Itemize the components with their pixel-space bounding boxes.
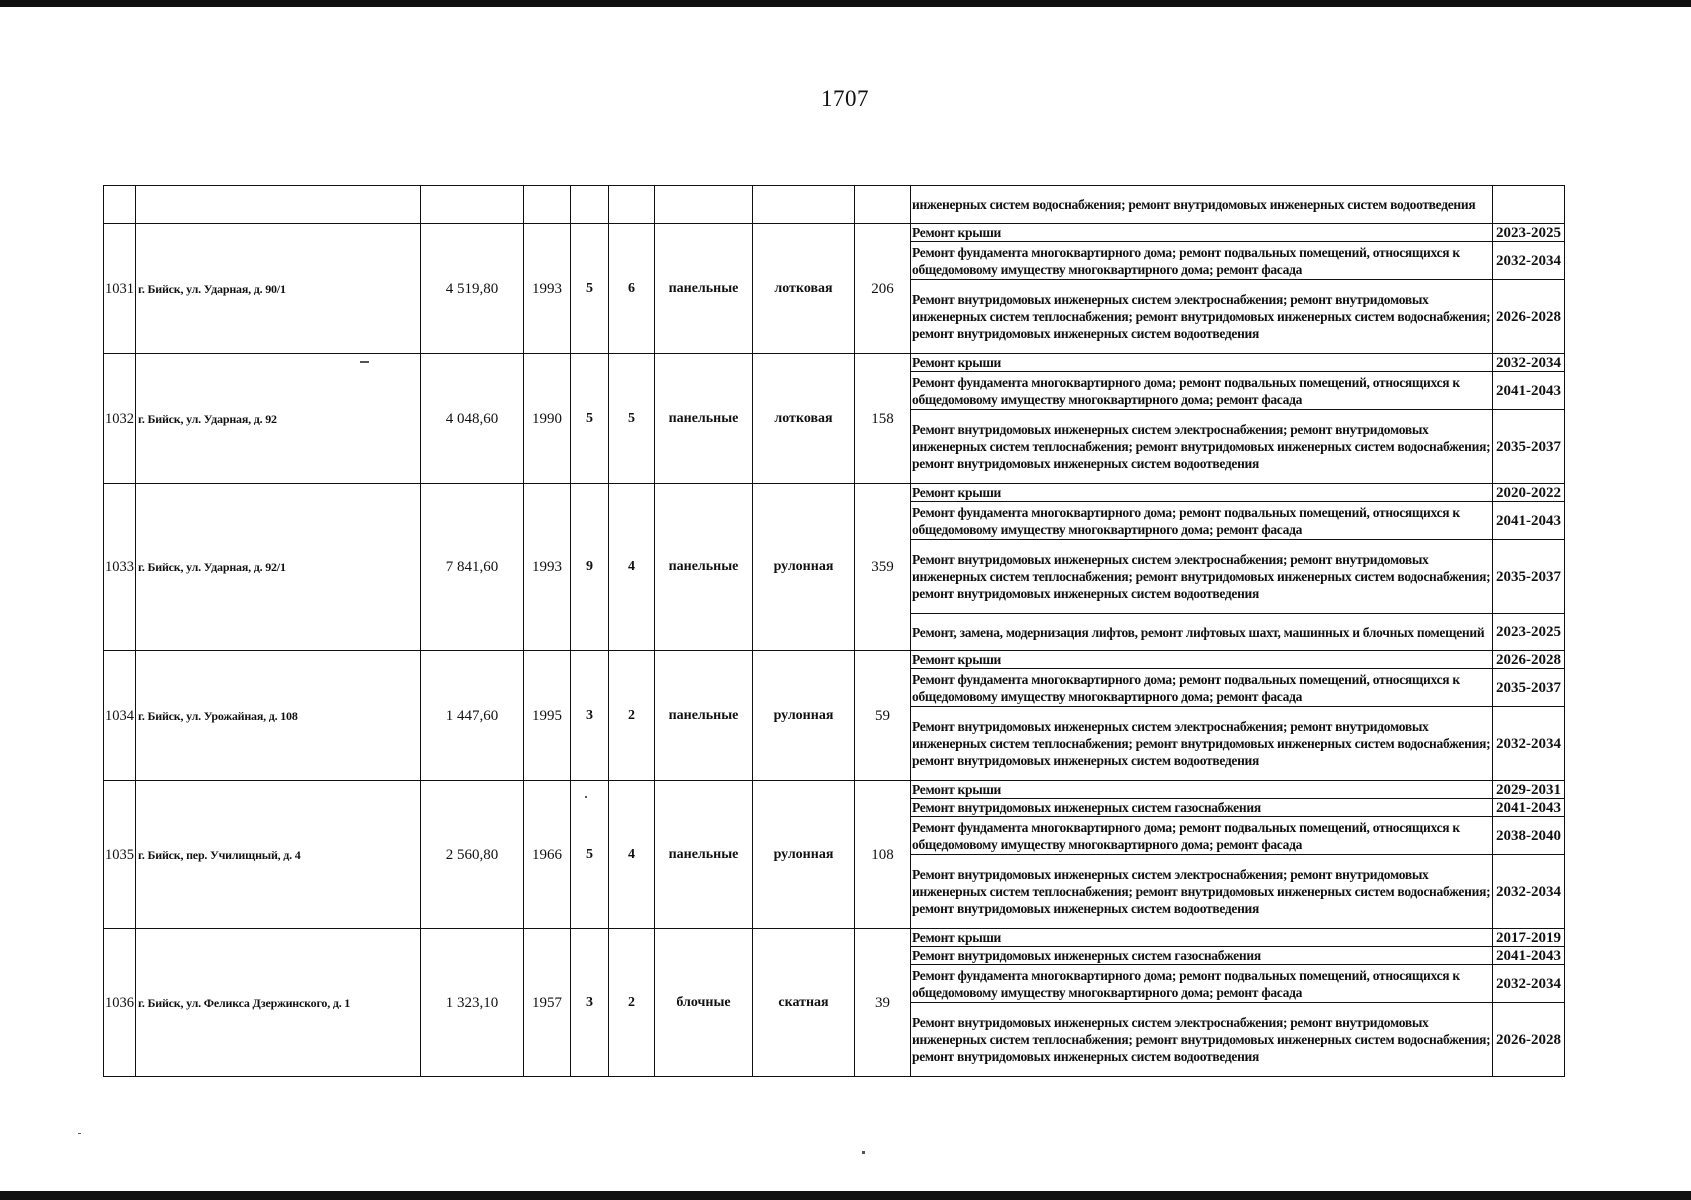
table-row (104, 354, 1565, 372)
house-residents-cell: 359 (855, 484, 911, 651)
work-period-cell: 2035-2037 (1493, 540, 1565, 614)
page-number: 1707 (821, 86, 869, 111)
work-type-cell: Ремонт внутридомовых инженерных систем электроснабжения; ремонт внутридомовых инженерных систем теплоснабжения; ремонт внутридомовых инженерных систем водоснабжения; ремонт внутридомовых инженерных систем водоотведения (911, 280, 1493, 354)
roof-cell (753, 186, 855, 224)
house-residents-cell: 39 (855, 929, 911, 1077)
work-type-cell: Ремонт фундамента многоквартирного дома; ремонт подвальных помещений, относящихся к общедомовому имуществу многоквартирного дома; ремонт фасада (911, 502, 1493, 540)
house-residents-cell: 59 (855, 651, 911, 781)
house-walls-cell: панельные (655, 354, 753, 484)
table-row (104, 651, 1565, 669)
house-walls-cell: панельные (655, 651, 753, 781)
house-year-cell: 1990 (524, 354, 571, 484)
work-type-cell: Ремонт фундамента многоквартирного дома; ремонт подвальных помещений, относящихся к общедомовому имуществу многоквартирного дома; ремонт фасада (911, 817, 1493, 855)
work-period-cell: 2026-2028 (1493, 1003, 1565, 1077)
work-type-cell: Ремонт внутридомовых инженерных систем электроснабжения; ремонт внутридомовых инженерных систем теплоснабжения; ремонт внутридомовых инженерных систем водоснабжения; ремонт внутридомовых инженерных систем водоотведения (911, 1003, 1493, 1077)
house-year-cell: 1966 (524, 781, 571, 929)
scan-speck (585, 796, 587, 798)
work-period-cell: 2038-2040 (1493, 817, 1565, 855)
work-type-cell: Ремонт крыши (911, 484, 1493, 502)
walls-cell (655, 186, 753, 224)
house-floors-cell: 5 (571, 354, 609, 484)
house-entrances-cell: 4 (609, 484, 655, 651)
work-type-cell: Ремонт фундамента многоквартирного дома; ремонт подвальных помещений, относящихся к общедомовому имуществу многоквартирного дома; ремонт фасада (911, 242, 1493, 280)
work-type-cell: Ремонт фундамента многоквартирного дома; ремонт подвальных помещений, относящихся к общедомовому имуществу многоквартирного дома; ремонт фасада (911, 669, 1493, 707)
work-type-cell: Ремонт фундамента многоквартирного дома; ремонт подвальных помещений, относящихся к общедомовому имуществу многоквартирного дома; ремонт фасада (911, 965, 1493, 1003)
house-number-cell: 1032 (104, 354, 136, 484)
house-address-cell: г. Бийск, ул. Ударная, д. 90/1 (136, 224, 421, 354)
work-type-cell: инженерных систем водоснабжения; ремонт внутридомовых инженерных систем водоотведения (911, 186, 1493, 224)
housing-repair-table (103, 185, 1565, 1077)
work-type-cell: Ремонт внутридомовых инженерных систем электроснабжения; ремонт внутридомовых инженерных систем теплоснабжения; ремонт внутридомовых инженерных систем водоснабжения; ремонт внутридомовых инженерных систем водоотведения (911, 540, 1493, 614)
house-floors-cell: 5 (571, 781, 609, 929)
house-roof-cell: лотковая (753, 224, 855, 354)
work-period-cell: 2020-2022 (1493, 484, 1565, 502)
work-type-cell: Ремонт крыши (911, 781, 1493, 799)
table-row (104, 224, 1565, 242)
work-period-cell: 2017-2019 (1493, 929, 1565, 947)
work-period-cell: 2023-2025 (1493, 224, 1565, 242)
work-type-cell: Ремонт крыши (911, 354, 1493, 372)
work-period-cell: 2023-2025 (1493, 614, 1565, 651)
house-area-cell: 4 048,60 (421, 354, 524, 484)
house-residents-cell: 108 (855, 781, 911, 929)
work-type-cell: Ремонт, замена, модернизация лифтов, ремонт лифтовых шахт, машинных и блочных помещений (911, 614, 1493, 651)
house-walls-cell: панельные (655, 781, 753, 929)
house-area-cell: 7 841,60 (421, 484, 524, 651)
house-floors-cell: 3 (571, 651, 609, 781)
house-address-cell: г. Бийск, ул. Ударная, д. 92 (136, 354, 421, 484)
house-address-cell: г. Бийск, пер. Училищный, д. 4 (136, 781, 421, 929)
work-period-cell: 2041-2043 (1493, 799, 1565, 817)
work-period-cell: 2026-2028 (1493, 280, 1565, 354)
table-row (104, 484, 1565, 502)
entrances-cell (609, 186, 655, 224)
house-roof-cell: скатная (753, 929, 855, 1077)
area-cell (421, 186, 524, 224)
house-address-cell: г. Бийск, ул. Урожайная, д. 108 (136, 651, 421, 781)
year-cell (524, 186, 571, 224)
work-period-cell: 2041-2043 (1493, 947, 1565, 965)
work-type-cell: Ремонт внутридомовых инженерных систем газоснабжения (911, 799, 1493, 817)
house-residents-cell: 206 (855, 224, 911, 354)
floors-cell (571, 186, 609, 224)
house-number-cell: 1034 (104, 651, 136, 781)
house-entrances-cell: 2 (609, 651, 655, 781)
house-number-cell: 1033 (104, 484, 136, 651)
work-period-cell: 2032-2034 (1493, 707, 1565, 781)
house-year-cell: 1993 (524, 224, 571, 354)
work-type-cell: Ремонт крыши (911, 929, 1493, 947)
house-residents-cell: 158 (855, 354, 911, 484)
house-area-cell: 1 323,10 (421, 929, 524, 1077)
house-roof-cell: рулонная (753, 651, 855, 781)
house-year-cell: 1993 (524, 484, 571, 651)
house-walls-cell: блочные (655, 929, 753, 1077)
house-entrances-cell: 6 (609, 224, 655, 354)
work-type-cell: Ремонт внутридомовых инженерных систем электроснабжения; ремонт внутридомовых инженерных систем теплоснабжения; ремонт внутридомовых инженерных систем водоснабжения; ремонт внутридомовых инженерных систем водоотведения (911, 410, 1493, 484)
house-walls-cell: панельные (655, 224, 753, 354)
work-period-cell: 2041-2043 (1493, 372, 1565, 410)
address-cell (136, 186, 421, 224)
carryover-row (104, 186, 1565, 224)
house-address-cell: г. Бийск, ул. Ударная, д. 92/1 (136, 484, 421, 651)
scan-speck (78, 1133, 81, 1134)
house-entrances-cell: 5 (609, 354, 655, 484)
work-type-cell: Ремонт фундамента многоквартирного дома; ремонт подвальных помещений, относящихся к общедомовому имуществу многоквартирного дома; ремонт фасада (911, 372, 1493, 410)
work-type-cell: Ремонт внутридомовых инженерных систем газоснабжения (911, 947, 1493, 965)
house-number-cell: 1031 (104, 224, 136, 354)
house-address-cell: г. Бийск, ул. Феликса Дзержинского, д. 1 (136, 929, 421, 1077)
table-row (104, 929, 1565, 947)
scan-speck (360, 361, 369, 363)
table-row (104, 781, 1565, 799)
work-type-cell: Ремонт внутридомовых инженерных систем электроснабжения; ремонт внутридомовых инженерных систем теплоснабжения; ремонт внутридомовых инженерных систем водоснабжения; ремонт внутридомовых инженерных систем водоотведения (911, 707, 1493, 781)
work-period-cell: 2032-2034 (1493, 965, 1565, 1003)
house-floors-cell: 3 (571, 929, 609, 1077)
work-period-cell: 2026-2028 (1493, 651, 1565, 669)
work-period-cell: 2032-2034 (1493, 242, 1565, 280)
work-period-cell: 2032-2034 (1493, 354, 1565, 372)
work-period-cell: 2035-2037 (1493, 669, 1565, 707)
house-area-cell: 4 519,80 (421, 224, 524, 354)
work-period-cell: 2041-2043 (1493, 502, 1565, 540)
house-year-cell: 1995 (524, 651, 571, 781)
house-floors-cell: 5 (571, 224, 609, 354)
work-type-cell: Ремонт крыши (911, 224, 1493, 242)
house-area-cell: 1 447,60 (421, 651, 524, 781)
house-number-cell: 1035 (104, 781, 136, 929)
residents-cell (855, 186, 911, 224)
scan-bottom-border (0, 1191, 1691, 1200)
house-entrances-cell: 4 (609, 781, 655, 929)
table-body (104, 186, 1565, 1077)
house-roof-cell: рулонная (753, 781, 855, 929)
house-roof-cell: лотковая (753, 354, 855, 484)
house-walls-cell: панельные (655, 484, 753, 651)
work-period-cell (1493, 186, 1565, 224)
house-entrances-cell: 2 (609, 929, 655, 1077)
house-area-cell: 2 560,80 (421, 781, 524, 929)
work-period-cell: 2035-2037 (1493, 410, 1565, 484)
work-period-cell: 2029-2031 (1493, 781, 1565, 799)
house-year-cell: 1957 (524, 929, 571, 1077)
house-roof-cell: рулонная (753, 484, 855, 651)
work-type-cell: Ремонт крыши (911, 651, 1493, 669)
num-cell (104, 186, 136, 224)
house-floors-cell: 9 (571, 484, 609, 651)
scan-speck (862, 1151, 865, 1154)
scan-top-border (0, 0, 1691, 7)
house-number-cell: 1036 (104, 929, 136, 1077)
work-period-cell: 2032-2034 (1493, 855, 1565, 929)
work-type-cell: Ремонт внутридомовых инженерных систем электроснабжения; ремонт внутридомовых инженерных систем теплоснабжения; ремонт внутридомовых инженерных систем водоснабжения; ремонт внутридомовых инженерных систем водоотведения (911, 855, 1493, 929)
